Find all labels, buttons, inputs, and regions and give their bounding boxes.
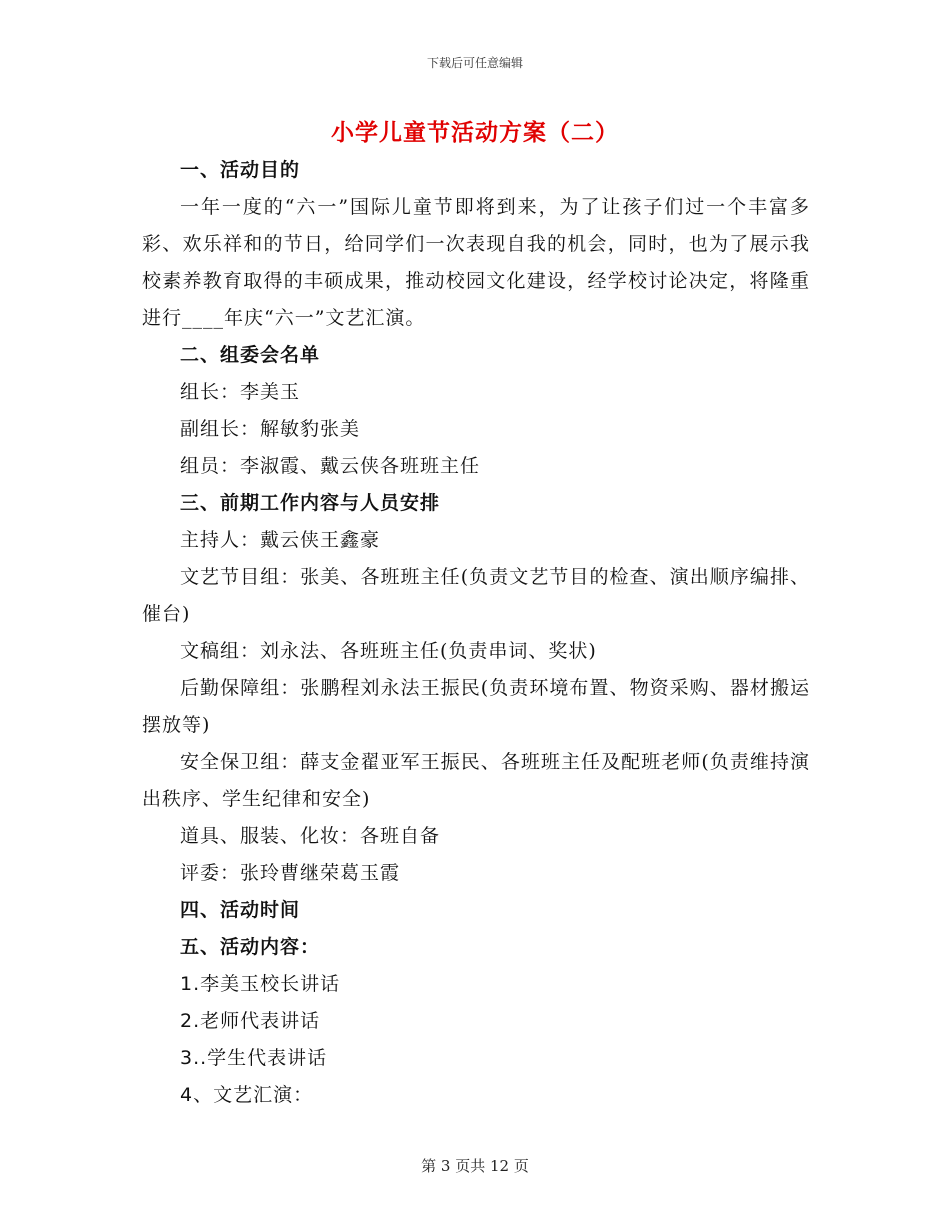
body-paragraph: 道具、服装、化妆：各班自备 (180, 825, 441, 847)
body-paragraph: 主持人：戴云侠王鑫豪 (180, 529, 381, 551)
body-paragraph: 文艺节目组：张美、各班班主任(负责文艺节目的检查、演出顺序编排、催台) (142, 566, 810, 625)
body-paragraph: 4、文艺汇演： (180, 1084, 314, 1106)
section-heading: 三、前期工作内容与人员安排 (180, 492, 441, 514)
body-paragraph: 文稿组：刘永法、各班班主任(负责串词、奖状) (180, 640, 597, 662)
page-footer: 第 3 页共 12 页 (421, 1157, 529, 1175)
body-paragraph: 副组长：解敏豹张美 (180, 418, 361, 440)
body-paragraph: 组员：李淑霞、戴云侠各班班主任 (180, 455, 481, 477)
body-paragraph: 一年一度的“六一”国际儿童节即将到来，为了让孩子们过一个丰富多彩、欢乐祥和的节日，给同学们一次表现自我的机会，同时，也为了展示我校素养教育取得的丰硕成果，推动校园文化建设，经学校讨论决定，将隆重进行____年庆“六一”文艺汇演。 (142, 196, 810, 329)
section-heading: 五、活动内容： (180, 936, 321, 958)
body-paragraph: 2.老师代表讲话 (180, 1010, 321, 1032)
body-paragraph: 1.李美玉校长讲话 (180, 973, 341, 995)
body-paragraph: 安全保卫组：薛支金翟亚军王振民、各班班主任及配班老师(负责维持演出秩序、学生纪律和安全) (142, 751, 810, 810)
section-heading: 一、活动目的 (180, 159, 301, 181)
body-paragraph: 评委：张玲曹继荣葛玉霞 (180, 862, 401, 884)
body-paragraph: 组长：李美玉 (180, 381, 301, 403)
document-body (142, 152, 810, 1114)
body-paragraph: 3..学生代表讲话 (180, 1047, 328, 1069)
section-heading: 二、组委会名单 (180, 344, 321, 366)
header-note: 下载后可任意编辑 (426, 56, 523, 70)
body-paragraph: 后勤保障组：张鹏程刘永法王振民(负责环境布置、物资采购、器材搬运摆放等) (142, 677, 810, 736)
section-heading: 四、活动时间 (180, 899, 301, 921)
document-title: 小学儿童节活动方案（二） (331, 119, 619, 146)
